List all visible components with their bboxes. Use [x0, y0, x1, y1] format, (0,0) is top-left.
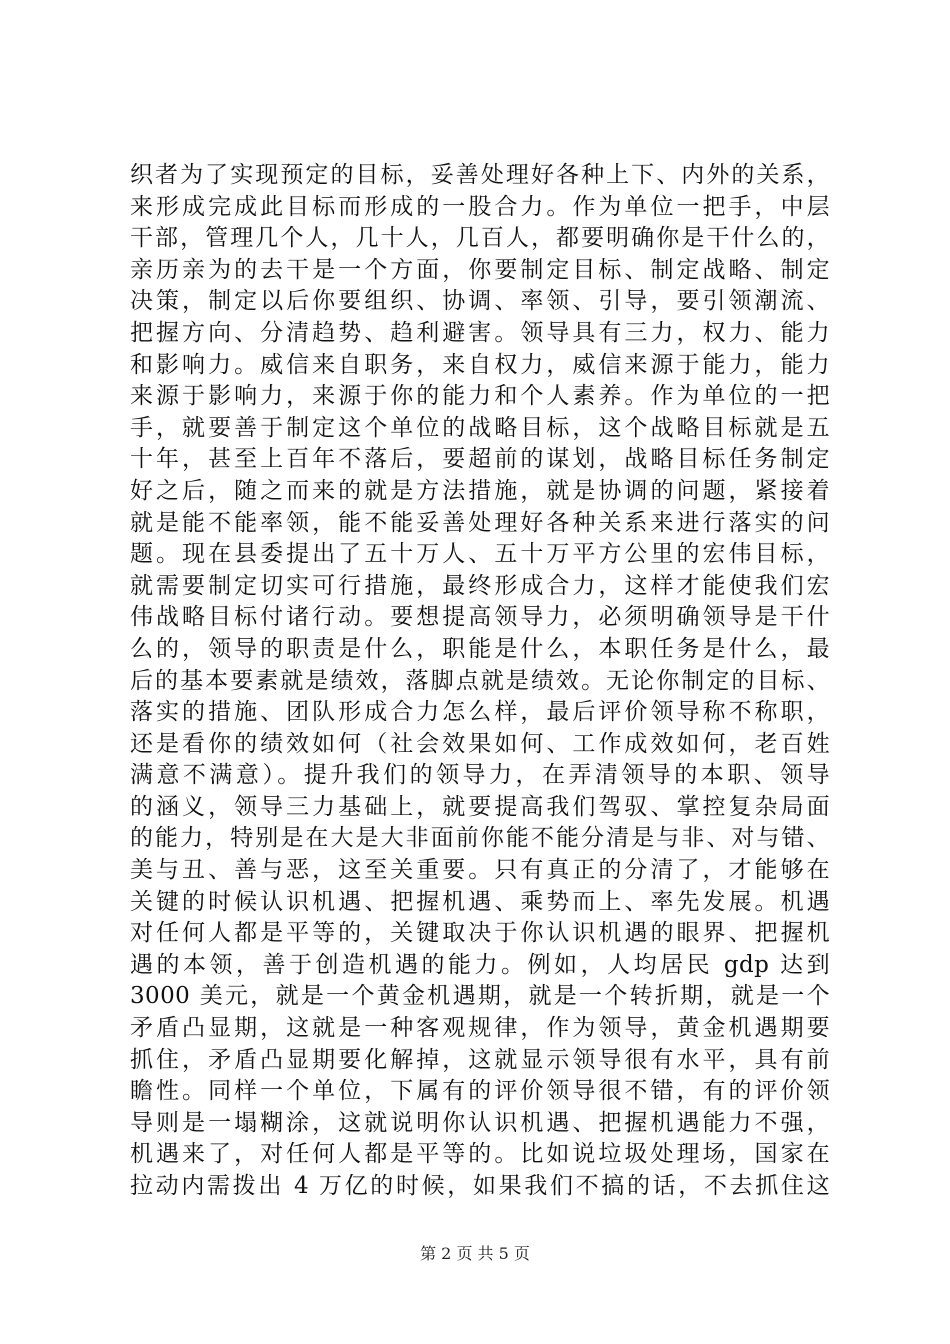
- text-line: 和影响力。威信来自职务，来自权力，威信来源于能力，能力: [130, 351, 830, 378]
- text-line: 手，就要善于制定这个单位的战略目标，这个战略目标就是五: [130, 414, 830, 441]
- text-line: 么的，领导的职责是什么，职能是什么，本职任务是什么，最: [130, 635, 830, 662]
- text-line: 机遇来了，对任何人都是平等的。比如说垃圾处理场，国家在: [130, 1141, 830, 1168]
- text-line: 抓住，矛盾凸显期要化解掉，这就显示领导很有水平，具有前: [130, 1046, 830, 1073]
- text-line: 题。现在县委提出了五十万人、五十万平方公里的宏伟目标，: [130, 541, 830, 568]
- text-line: 好之后，随之而来的就是方法措施，就是协调的问题，紧接着: [130, 477, 830, 504]
- text-line: 拉动内需拨出 4 万亿的时候，如果我们不搞的话，不去抓住这: [130, 1173, 830, 1199]
- text-line: 矛盾凸显期，这就是一种客观规律，作为领导，黄金机遇期要: [130, 1015, 830, 1042]
- text-line: 织者为了实现预定的目标，妥善处理好各种上下、内外的关系，: [130, 162, 830, 188]
- page-footer: 第 2 页 共 5 页: [420, 1244, 530, 1263]
- text-line: 落实的措施、团队形成合力怎么样，最后评价领导称不称职，: [130, 699, 830, 726]
- text-line: 3000 美元，就是一个黄金机遇期，就是一个转折期，就是一个: [130, 983, 830, 1010]
- text-line: 美与丑、善与恶，这至关重要。只有真正的分清了，才能够在: [130, 857, 830, 884]
- text-line: 还是看你的绩效如何（社会效果如何、工作成效如何，老百姓: [130, 730, 830, 757]
- text-line: 就是能不能率领，能不能妥善处理好各种关系来进行落实的问: [130, 509, 830, 536]
- text-line: 导则是一塌糊涂，这就说明你认识机遇、把握机遇能力不强，: [130, 1109, 830, 1136]
- text-line: 伟战略目标付诸行动。要想提高领导力，必须明确领导是干什: [130, 604, 830, 631]
- text-line: 后的基本要素就是绩效，落脚点就是绩效。无论你制定的目标、: [130, 667, 830, 694]
- text-line: 关键的时候认识机遇、把握机遇、乘势而上、率先发展。机遇: [130, 888, 830, 915]
- text-line: 来源于影响力，来源于你的能力和个人素养。作为单位的一把: [130, 383, 830, 410]
- text-line: 的能力，特别是在大是大非面前你能不能分清是与非、对与错、: [130, 825, 830, 852]
- text-line: 决策，制定以后你要组织、协调、率领、引导，要引领潮流、: [130, 288, 830, 315]
- text-line: 亲历亲为的去干是一个方面，你要制定目标、制定战略、制定: [130, 256, 830, 283]
- text-line: 的涵义，领导三力基础上，就要提高我们驾驭、掌控复杂局面: [130, 793, 830, 820]
- text-line: 满意不满意）。提升我们的领导力，在弄清领导的本职、领导: [130, 762, 830, 789]
- body-text: [130, 160, 830, 1203]
- text-line: 十年，甚至上百年不落后，要超前的谋划，战略目标任务制定: [130, 446, 830, 473]
- text-line: 对任何人都是平等的，关键取决于你认识机遇的眼界、把握机: [130, 920, 830, 947]
- text-line: 来形成完成此目标而形成的一股合力。作为单位一把手，中层: [130, 193, 830, 220]
- text-line: 瞻性。同样一个单位，下属有的评价领导很不错，有的评价领: [130, 1078, 830, 1105]
- text-line: 把握方向、分清趋势、趋利避害。领导具有三力，权力、能力: [130, 319, 830, 346]
- text-line: 遇的本领，善于创造机遇的能力。例如，人均居民 gdp 达到: [130, 951, 830, 978]
- text-line: 就需要制定切实可行措施，最终形成合力，这样才能使我们宏: [130, 572, 830, 599]
- text-line: 干部，管理几个人，几十人，几百人，都要明确你是干什么的，: [130, 225, 830, 252]
